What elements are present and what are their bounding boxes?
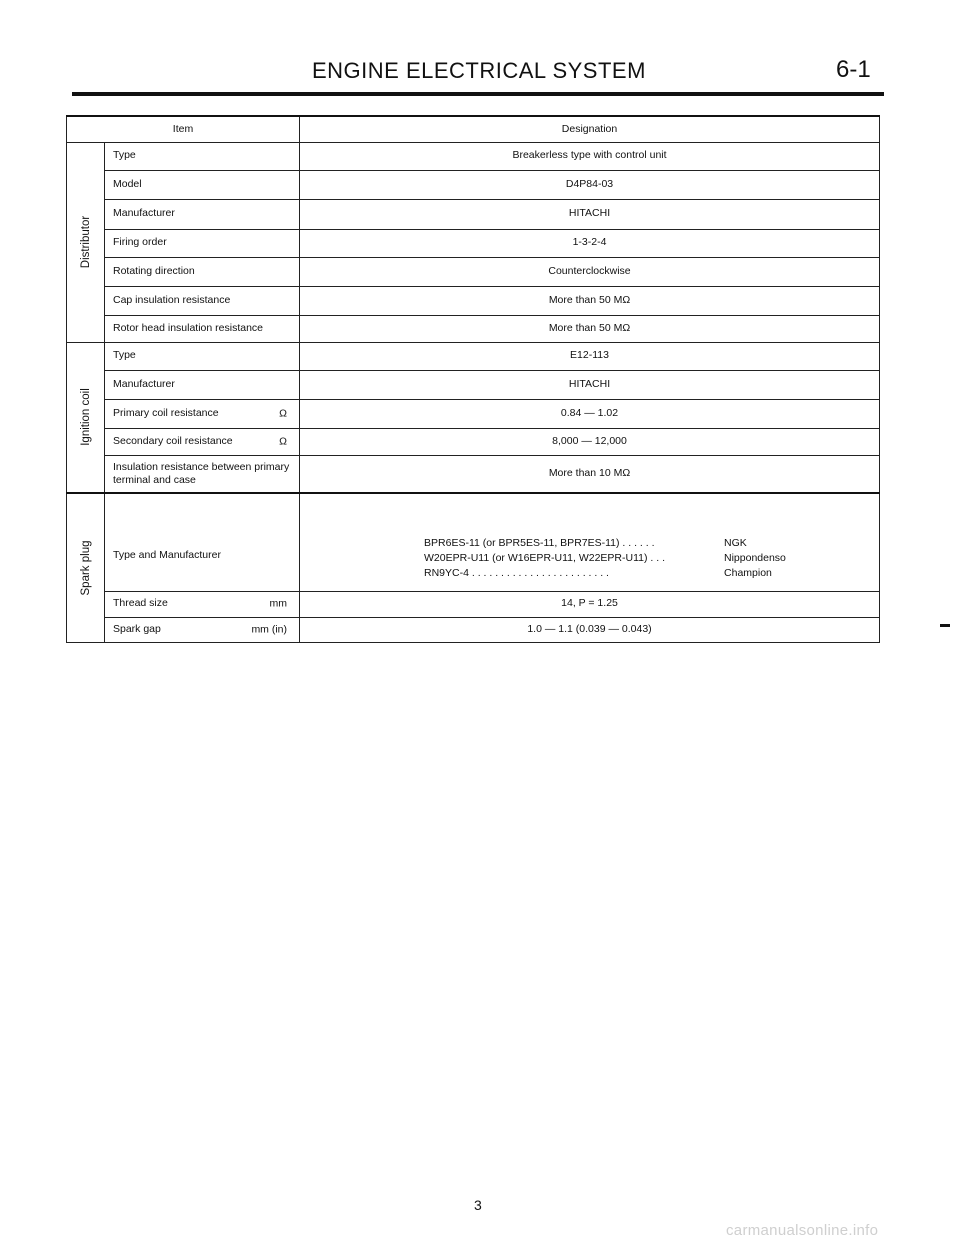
group-label-distributor: Distributor (79, 215, 92, 269)
item-label: Spark gap (113, 622, 161, 635)
margin-mark (940, 624, 950, 627)
table-row (67, 199, 880, 229)
section-number: 6-1 (836, 56, 871, 83)
plug-designation: BPR6ES-11 (or BPR5ES-11, BPR7ES-11) . . . . . . (424, 536, 655, 549)
plug-designation: RN9YC-4 . . . . . . . . . . . . . . . . . . . . . . . . (424, 566, 609, 579)
designation-value: D4P84-03 (300, 170, 880, 199)
unit-label: Ω (279, 434, 288, 447)
designation-value: 1.0 — 1.1 (0.039 — 0.043) (300, 617, 880, 642)
designation-value: 1-3-2-4 (300, 229, 880, 257)
item-label: Manufacturer (105, 199, 300, 229)
group-label-spark-plug: Spark plug (79, 540, 92, 596)
designation-value: E12-113 (300, 342, 880, 370)
item-label: Secondary coil resistance (113, 434, 233, 447)
designation-value: More than 50 MΩ (300, 286, 880, 315)
plug-manufacturer: Champion (724, 566, 772, 579)
designation-value: Counterclockwise (300, 257, 880, 286)
table-row (67, 455, 880, 493)
designation-value: More than 10 MΩ (300, 455, 880, 493)
plug-designation: W20EPR-U11 (or W16EPR-U11, W22EPR-U11) . . . (424, 551, 665, 564)
item-label: Thread size (113, 597, 168, 610)
table-row (67, 591, 880, 617)
designation-value: 0.84 — 1.02 (300, 399, 880, 428)
designation-value (300, 493, 880, 591)
item-label: Cap insulation resistance (105, 286, 300, 315)
header-rule (72, 92, 884, 96)
item-label: Insulation resistance between primary terminal and case (105, 455, 300, 493)
table-row (67, 342, 880, 370)
group-cell-spark-plug (67, 493, 105, 642)
table-row (67, 428, 880, 455)
unit-label: mm (in) (251, 622, 288, 635)
table-row (67, 617, 880, 642)
page-number: 3 (474, 1197, 482, 1213)
item-label: Firing order (105, 229, 300, 257)
list-item (424, 536, 879, 551)
item-label: Rotor head insulation resistance (105, 315, 300, 342)
table-row (67, 286, 880, 315)
designation-value: Breakerless type with control unit (300, 142, 880, 170)
table-row (67, 170, 880, 199)
item-label: Manufacturer (105, 370, 300, 399)
designation-value: 14, P = 1.25 (300, 591, 880, 617)
unit-label: mm (269, 597, 288, 610)
watermark: carmanualsonline.info (726, 1222, 879, 1239)
list-item (424, 551, 879, 566)
group-label-ignition-coil: Ignition coil (79, 388, 92, 447)
plug-manufacturer: NGK (724, 536, 747, 549)
item-label: Model (105, 170, 300, 199)
unit-label: Ω (279, 406, 288, 419)
table-row (67, 370, 880, 399)
item-cell (105, 428, 300, 455)
group-cell-ignition-coil (67, 342, 105, 493)
item-label: Rotating direction (105, 257, 300, 286)
table-row (67, 229, 880, 257)
item-label: Type (105, 142, 300, 170)
designation-value: 8,000 — 12,000 (300, 428, 880, 455)
table-row (67, 257, 880, 286)
table-row (67, 142, 880, 170)
group-cell-distributor (67, 142, 105, 342)
table-header-row (67, 116, 880, 142)
page-title: ENGINE ELECTRICAL SYSTEM (312, 58, 646, 83)
item-label: Type and Manufacturer (105, 493, 300, 591)
item-label: Primary coil resistance (113, 406, 219, 419)
column-header-designation: Designation (300, 116, 880, 142)
spark-plug-list (424, 536, 879, 581)
designation-value: More than 50 MΩ (300, 315, 880, 342)
column-header-item: Item (67, 116, 300, 142)
list-item (424, 566, 879, 581)
item-cell (105, 617, 300, 642)
table-row (67, 493, 880, 591)
item-label: Type (105, 342, 300, 370)
item-cell (105, 399, 300, 428)
table-row (67, 315, 880, 342)
plug-manufacturer: Nippondenso (724, 551, 786, 564)
specification-table (66, 115, 880, 643)
table-row (67, 399, 880, 428)
item-cell (105, 591, 300, 617)
designation-value: HITACHI (300, 370, 880, 399)
designation-value: HITACHI (300, 199, 880, 229)
